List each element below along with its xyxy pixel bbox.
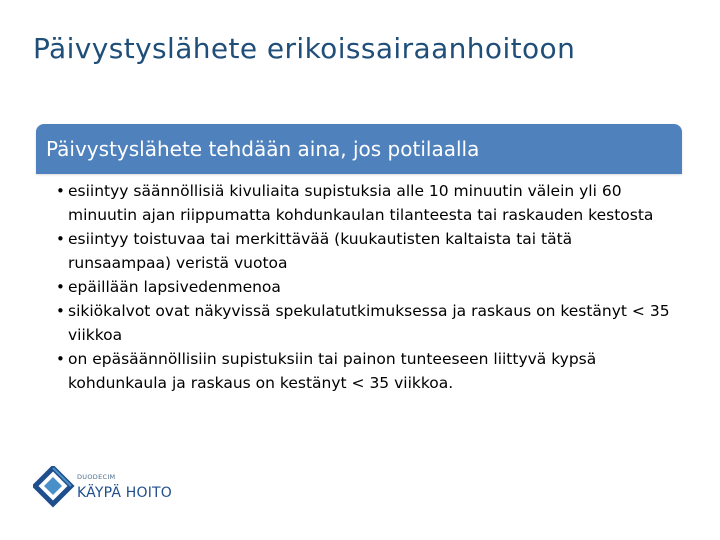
- logo-name: KÄYPÄ HOITO: [77, 485, 172, 501]
- bullet-item: • on epäsäännöllisiin supistuksiin tai painon tunteeseen liittyvä kypsä kohdunkaula ja raskaus on kestänyt < 35 viikkoa.: [56, 347, 672, 395]
- bullet-item: • esiintyy säännöllisiä kivuliaita supistuksia alle 10 minuutin välein yli 60 minuutin ajan riippumatta kohdunkaulan tilanteesta tai raskauden kestosta: [56, 179, 672, 227]
- box-header: [36, 124, 682, 174]
- slide-title: Päivystyslähete erikoissairaanhoitoon: [33, 32, 576, 65]
- logo-small-text: DUODECIM: [77, 473, 116, 481]
- bullet-item: • sikiökalvot ovat näkyvissä spekulatutkimuksessa ja raskaus on kestänyt < 35 viikkoa: [56, 299, 672, 347]
- bullet-list: [36, 174, 682, 395]
- content-box: [36, 124, 682, 395]
- bullet-item: • epäillään lapsivedenmenoa: [56, 275, 672, 299]
- diamond-logo-icon: [35, 468, 71, 504]
- kaypa-hoito-logo: [33, 466, 173, 512]
- box-header-text: Päivystyslähete tehdään aina, jos potilaalla: [46, 137, 480, 161]
- bullet-item: • esiintyy toistuvaa tai merkittävää (kuukautisten kaltaista tai tätä runsaampaa) veristä vuotoa: [56, 227, 672, 275]
